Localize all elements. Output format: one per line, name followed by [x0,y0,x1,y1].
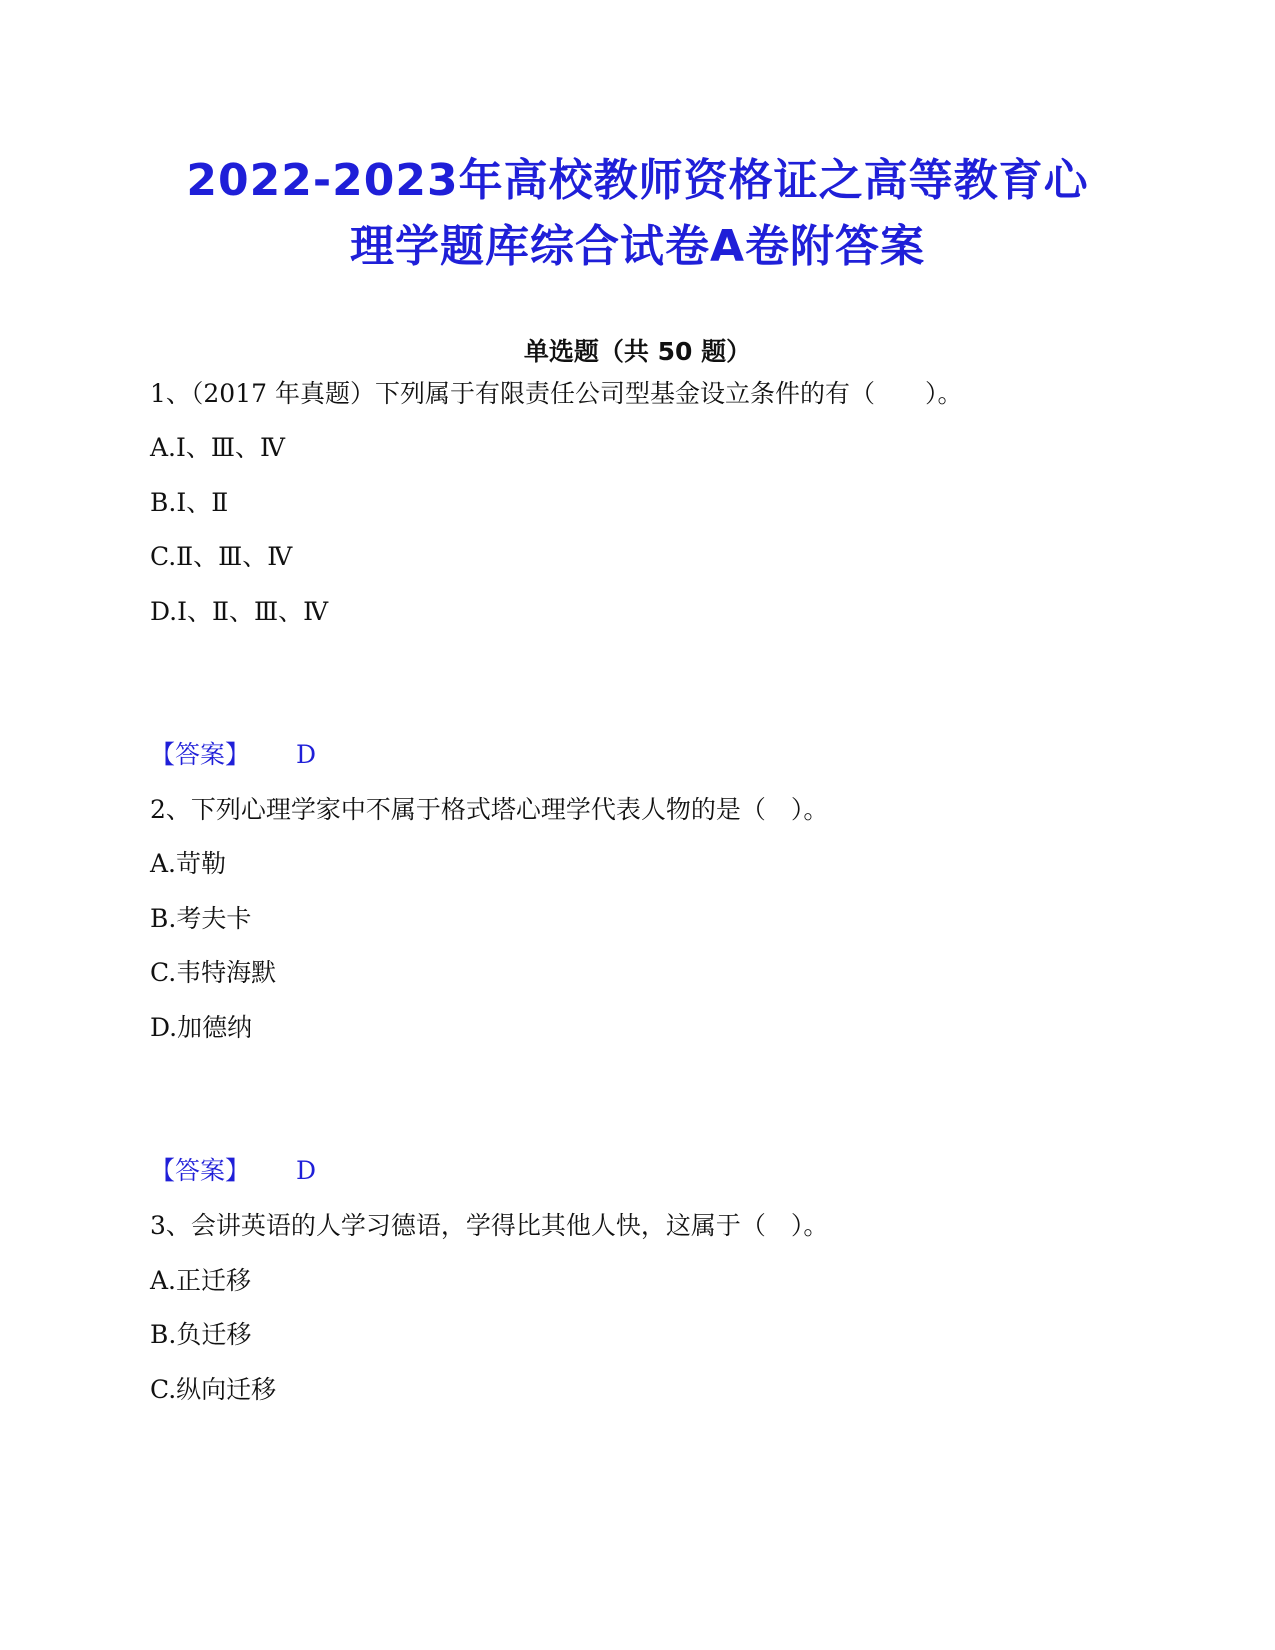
question-2-option-a: A.苛勒 [150,849,227,878]
document-title-line-1: 2022-2023年高校教师资格证之高等教育心 [186,155,1089,206]
answer-value: D [296,1156,317,1185]
question-2-option-d: D.加德纳 [150,1013,253,1042]
question-1-option-b: B.Ⅰ、Ⅱ [150,488,229,517]
document-title-line-2: 理学题库综合试卷A卷附答案 [349,221,926,272]
question-1-option-c: C.Ⅱ、Ⅲ、Ⅳ [150,542,293,571]
question-2-stem: 2、下列心理学家中不属于格式塔心理学代表人物的是（ ）。 [150,795,829,824]
answer-label: 【答案】 [150,1156,251,1185]
question-1-option-a: A.Ⅰ、Ⅲ、Ⅳ [150,433,285,462]
question-2-option-c: C.韦特海默 [150,958,277,987]
question-1-answer [150,738,316,772]
question-3-stem: 3、会讲英语的人学习德语，学得比其他人快，这属于（ ）。 [150,1211,829,1240]
question-1-stem: 1、（2017 年真题）下列属于有限责任公司型基金设立条件的有（ ）。 [150,379,963,408]
question-1-option-d: D.Ⅰ、Ⅱ、Ⅲ、Ⅳ [150,597,329,626]
question-3-option-b: B.负迁移 [150,1320,252,1349]
question-3-option-a: A.正迁移 [150,1266,252,1295]
answer-label: 【答案】 [150,740,251,769]
section-heading: 单选题（共 50 题） [523,337,752,366]
question-2-answer [150,1154,316,1188]
question-2-option-b: B.考夫卡 [150,904,252,933]
answer-value: D [296,740,317,769]
question-3-option-c: C.纵向迁移 [150,1375,277,1404]
